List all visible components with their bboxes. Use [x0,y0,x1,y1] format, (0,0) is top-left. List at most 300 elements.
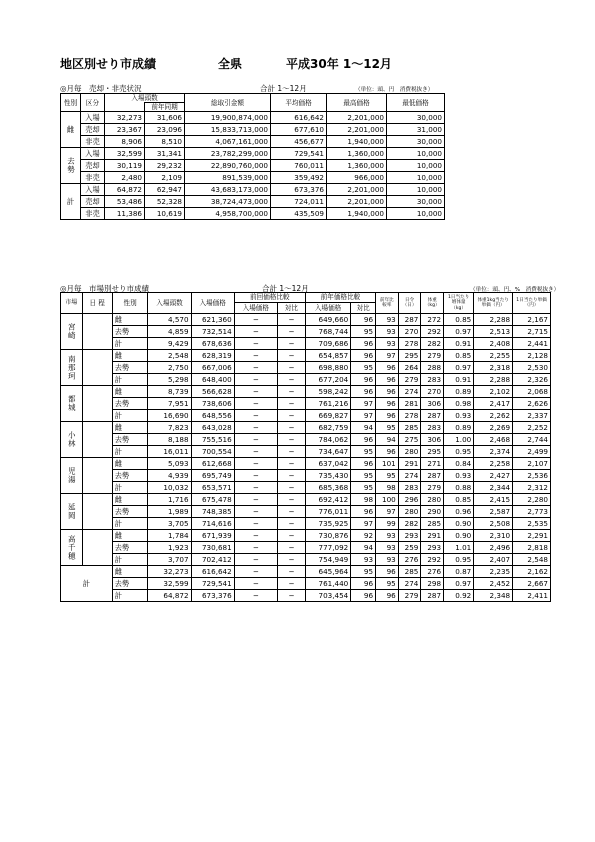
avg-cell: 359,492 [271,172,327,184]
y2-cell: 96 [351,314,376,326]
s-cell: 93 [376,554,399,566]
w-cell: 279 [421,482,444,494]
y1-cell: 703,454 [305,590,350,602]
p1-cell: − [234,374,277,386]
page-title: 地区別せり市成績 [60,57,157,71]
sex-cell: 雌 [112,566,148,578]
date-cell [82,314,112,350]
kg-cell: 2,310 [474,530,513,542]
y1-cell: 698,880 [305,362,350,374]
col-yoy-group: 前年価格比較 [305,293,375,303]
sex-cell: 計 [112,518,148,530]
price-cell: 702,412 [191,554,234,566]
dg-cell: 0.92 [444,590,474,602]
price-cell: 695,749 [191,470,234,482]
y1-cell: 730,876 [305,530,350,542]
kubun-cell: 非売 [81,208,105,220]
p2-cell: − [277,326,305,338]
p2-cell: − [277,374,305,386]
table-row [61,374,551,386]
y1-cell: 776,011 [305,506,350,518]
sex-cell: 雌 [112,350,148,362]
kg-cell: 2,348 [474,590,513,602]
p2-cell: − [277,518,305,530]
sex-cell: 計 [112,338,148,350]
y2-cell: 96 [351,434,376,446]
count-cell: 8,739 [148,386,191,398]
w-cell: 287 [421,410,444,422]
dp-cell: 2,667 [513,578,551,590]
count-cell: 3,707 [148,554,191,566]
dg-cell: 0.97 [444,578,474,590]
avg-cell: 760,011 [271,160,327,172]
kg-cell: 2,407 [474,554,513,566]
kg-cell: 2,417 [474,398,513,410]
age-cell: 270 [398,326,421,338]
p2-cell: − [277,470,305,482]
y1-cell: 734,647 [305,446,350,458]
avg-cell: 616,642 [271,112,327,124]
dg-cell: 0.97 [444,362,474,374]
p2-cell: − [277,314,305,326]
table-row [61,554,551,566]
p1-cell: − [234,578,277,590]
dp-cell: 2,536 [513,470,551,482]
count-cell: 11,386 [105,208,145,220]
count-cell: 1,716 [148,494,191,506]
dp-cell: 2,548 [513,554,551,566]
col-prev-ratio: 対比 [277,303,305,314]
kg-cell: 2,258 [474,458,513,470]
p2-cell: − [277,578,305,590]
total-cell: 4,958,700,000 [185,208,271,220]
count-cell: 8,906 [105,136,145,148]
table-row [61,590,551,602]
y2-cell: 93 [351,554,376,566]
max-cell: 1,940,000 [327,136,387,148]
s-cell: 93 [376,326,399,338]
w-cell: 279 [421,350,444,362]
sex-cell: 雌 [112,530,148,542]
p1-cell: − [234,326,277,338]
age-cell: 285 [398,422,421,434]
total-cell: 23,782,299,000 [185,148,271,160]
min-cell: 10,000 [387,184,445,196]
min-cell: 30,000 [387,196,445,208]
prev-cell: 31,341 [145,148,185,160]
w-cell: 306 [421,434,444,446]
count-cell: 10,032 [148,482,191,494]
sales-status-table [60,93,445,220]
min-cell: 10,000 [387,148,445,160]
dg-cell: 0.90 [444,530,474,542]
p1-cell: − [234,470,277,482]
table-row [61,172,445,184]
s-cell: 100 [376,494,399,506]
price-cell: 648,400 [191,374,234,386]
sex-cell: 雌 [112,314,148,326]
count-cell: 2,750 [148,362,191,374]
count-cell: 23,367 [105,124,145,136]
p1-cell: − [234,494,277,506]
kg-cell: 2,408 [474,338,513,350]
s-cell: 95 [376,578,399,590]
min-cell: 30,000 [387,136,445,148]
date-cell [82,530,112,566]
section2-label: ◎月毎 市場別せり市成績 [60,284,150,293]
dg-cell: 0.87 [444,566,474,578]
y1-cell: 784,062 [305,434,350,446]
table-row [61,112,445,124]
total-cell: 891,539,000 [185,172,271,184]
dp-cell: 2,818 [513,542,551,554]
table-row [61,326,551,338]
max-cell: 2,201,000 [327,196,387,208]
market-name-cell: 都城 [61,386,83,422]
w-cell: 270 [421,386,444,398]
s-cell: 96 [376,398,399,410]
dg-cell: 0.89 [444,422,474,434]
avg-cell: 724,011 [271,196,327,208]
s-cell: 99 [376,518,399,530]
kg-cell: 2,262 [474,410,513,422]
s-cell: 96 [376,410,399,422]
y2-cell: 96 [351,590,376,602]
table-row [61,386,551,398]
table-row [61,446,551,458]
kg-cell: 2,318 [474,362,513,374]
group-sex-cell: 雌 [61,112,81,148]
col-price2: 入場価格 [191,293,234,314]
market-name-cell: 児湯 [61,458,83,494]
dg-cell: 0.89 [444,386,474,398]
y1-cell: 669,827 [305,410,350,422]
y1-cell: 685,368 [305,482,350,494]
age-cell: 280 [398,446,421,458]
price-cell: 648,556 [191,410,234,422]
dp-cell: 2,326 [513,374,551,386]
dg-cell: 0.95 [444,554,474,566]
table-row [61,362,551,374]
count-cell: 64,872 [105,184,145,196]
dp-cell: 2,280 [513,494,551,506]
price-cell: 730,681 [191,542,234,554]
min-cell: 31,000 [387,124,445,136]
s-cell: 93 [376,314,399,326]
col-age: 日令（日） [398,293,421,314]
prev-cell: 29,232 [145,160,185,172]
table-row [61,470,551,482]
dp-cell: 2,499 [513,446,551,458]
prev-cell: 52,328 [145,196,185,208]
max-cell: 966,000 [327,172,387,184]
table-row [61,482,551,494]
kubun-cell: 非売 [81,172,105,184]
sex-cell: 計 [112,554,148,566]
w-cell: 283 [421,422,444,434]
sex-cell: 去勢 [112,434,148,446]
count-cell: 32,599 [148,578,191,590]
p1-cell: − [234,314,277,326]
col-total: 総取引金額 [185,94,271,112]
price-cell: 671,939 [191,530,234,542]
age-cell: 274 [398,386,421,398]
price-cell: 566,628 [191,386,234,398]
p1-cell: − [234,422,277,434]
y2-cell: 92 [351,530,376,542]
age-cell: 274 [398,470,421,482]
count-cell: 2,548 [148,350,191,362]
y1-cell: 677,204 [305,374,350,386]
min-cell: 10,000 [387,160,445,172]
p1-cell: − [234,350,277,362]
age-cell: 279 [398,590,421,602]
dp-cell: 2,530 [513,362,551,374]
y1-cell: 754,949 [305,554,350,566]
p1-cell: − [234,386,277,398]
kubun-cell: 売却 [81,196,105,208]
dg-cell: 0.95 [444,446,474,458]
count-cell: 1,784 [148,530,191,542]
age-cell: 275 [398,434,421,446]
price-cell: 675,478 [191,494,234,506]
dg-cell: 0.93 [444,410,474,422]
table-row [61,434,551,446]
market-name-cell: 南那珂 [61,350,83,386]
y2-cell: 94 [351,422,376,434]
count-cell: 1,989 [148,506,191,518]
table-row [61,506,551,518]
p2-cell: − [277,410,305,422]
kg-cell: 2,468 [474,434,513,446]
y1-cell: 649,660 [305,314,350,326]
s-cell: 101 [376,458,399,470]
section2-unit: （単位：頭、円、% 消費税抜き） [470,287,560,293]
p1-cell: − [234,566,277,578]
s-cell: 93 [376,542,399,554]
price-cell: 643,028 [191,422,234,434]
s-cell: 93 [376,338,399,350]
dg-cell: 1.01 [444,542,474,554]
col-count2: 入場頭数 [148,293,191,314]
table-row [61,494,551,506]
w-cell: 290 [421,506,444,518]
kg-cell: 2,102 [474,386,513,398]
sex-cell: 去勢 [112,578,148,590]
max-cell: 2,201,000 [327,184,387,196]
kg-cell: 2,513 [474,326,513,338]
market-name-cell: 小林 [61,422,83,458]
age-cell: 278 [398,338,421,350]
table-row [61,338,551,350]
kg-cell: 2,288 [474,374,513,386]
col-weight: 体重（kg） [421,293,444,314]
y2-cell: 95 [351,326,376,338]
col-sex2: 性別 [112,293,148,314]
date-cell [82,494,112,530]
sex-cell: 計 [112,590,148,602]
price-cell: 616,642 [191,566,234,578]
sex-cell: 計 [112,374,148,386]
w-cell: 306 [421,398,444,410]
w-cell: 272 [421,314,444,326]
p1-cell: − [234,434,277,446]
max-cell: 2,201,000 [327,124,387,136]
y2-cell: 94 [351,542,376,554]
count-cell: 53,486 [105,196,145,208]
dp-cell: 2,252 [513,422,551,434]
dp-cell: 2,068 [513,386,551,398]
sex-cell: 雌 [112,494,148,506]
count-cell: 32,599 [105,148,145,160]
table-row [61,530,551,542]
count-cell: 7,823 [148,422,191,434]
table-row [61,208,445,220]
age-cell: 287 [398,314,421,326]
dp-cell: 2,441 [513,338,551,350]
w-cell: 292 [421,326,444,338]
dg-cell: 0.91 [444,374,474,386]
col-daily-gain: 1日当たり増体量（kg） [444,293,474,314]
total-cell: 43,683,173,000 [185,184,271,196]
p1-cell: − [234,362,277,374]
count-cell: 3,705 [148,518,191,530]
s-cell: 96 [376,386,399,398]
col-day-price: 1日当たり単価（円） [513,293,551,314]
p2-cell: − [277,398,305,410]
prev-cell: 62,947 [145,184,185,196]
y1-cell: 637,042 [305,458,350,470]
price-cell: 621,360 [191,314,234,326]
y2-cell: 96 [351,338,376,350]
p1-cell: − [234,398,277,410]
w-cell: 287 [421,470,444,482]
p1-cell: − [234,338,277,350]
w-cell: 292 [421,554,444,566]
price-cell: 700,554 [191,446,234,458]
table-row [61,542,551,554]
y2-cell: 96 [351,386,376,398]
age-cell: 264 [398,362,421,374]
y2-cell: 96 [351,350,376,362]
table-row [61,124,445,136]
total-cell: 38,724,473,000 [185,196,271,208]
dp-cell: 2,744 [513,434,551,446]
prev-cell: 8,510 [145,136,185,148]
s-cell: 96 [376,374,399,386]
age-cell: 283 [398,482,421,494]
s-cell: 97 [376,350,399,362]
age-cell: 279 [398,374,421,386]
section2-range: 合計 1〜12月 [262,284,309,293]
p1-cell: − [234,530,277,542]
dg-cell: 0.96 [444,506,474,518]
y2-cell: 95 [351,446,376,458]
col-yoy-ratio: 対比 [351,303,376,314]
max-cell: 1,360,000 [327,160,387,172]
p1-cell: − [234,590,277,602]
dp-cell: 2,773 [513,506,551,518]
count-cell: 2,480 [105,172,145,184]
col-max: 最高価格 [327,94,387,112]
table-row [61,518,551,530]
col-prev-group: 前回価格比較 [234,293,305,303]
y1-cell: 682,759 [305,422,350,434]
price-cell: 755,516 [191,434,234,446]
total-cell: 15,833,713,000 [185,124,271,136]
price-cell: 738,606 [191,398,234,410]
col-market: 市場 [61,293,83,314]
age-cell: 296 [398,494,421,506]
price-cell: 748,385 [191,506,234,518]
y2-cell: 96 [351,506,376,518]
kg-cell: 2,374 [474,446,513,458]
y2-cell: 97 [351,410,376,422]
w-cell: 276 [421,566,444,578]
avg-cell: 677,610 [271,124,327,136]
p2-cell: − [277,542,305,554]
count-cell: 1,923 [148,542,191,554]
count-cell: 9,429 [148,338,191,350]
w-cell: 291 [421,530,444,542]
w-cell: 282 [421,338,444,350]
dp-cell: 2,715 [513,326,551,338]
section1-label: ◎月毎 売却・非売状況 [60,84,142,93]
p2-cell: − [277,434,305,446]
date-cell [82,386,112,422]
y2-cell: 95 [351,566,376,578]
dg-cell: 0.90 [444,518,474,530]
price-cell: 628,319 [191,350,234,362]
s-cell: 96 [376,362,399,374]
total-cell: 22,890,760,000 [185,160,271,172]
kubun-cell: 入場 [81,112,105,124]
price-cell: 667,006 [191,362,234,374]
table-row [61,398,551,410]
s-cell: 95 [376,470,399,482]
kg-cell: 2,255 [474,350,513,362]
y2-cell: 95 [351,470,376,482]
p2-cell: − [277,350,305,362]
y1-cell: 645,964 [305,566,350,578]
dg-cell: 0.84 [444,458,474,470]
p1-cell: − [234,482,277,494]
kg-cell: 2,496 [474,542,513,554]
count-cell: 32,273 [148,566,191,578]
p1-cell: − [234,506,277,518]
p2-cell: − [277,566,305,578]
s-cell: 96 [376,590,399,602]
count-cell: 7,951 [148,398,191,410]
total-cell: 4,067,161,000 [185,136,271,148]
table-row [61,314,551,326]
kg-cell: 2,508 [474,518,513,530]
dp-cell: 2,535 [513,518,551,530]
kubun-cell: 売却 [81,160,105,172]
market-name-cell: 高千穂 [61,530,83,566]
p1-cell: − [234,554,277,566]
age-cell: 295 [398,350,421,362]
y2-cell: 95 [351,362,376,374]
age-cell: 276 [398,554,421,566]
col-kg-price: 体重1kg当たり単価（円） [474,293,513,314]
col-count: 入場頭数 [105,94,185,103]
price-cell: 732,514 [191,326,234,338]
kubun-cell: 売却 [81,124,105,136]
min-cell: 10,000 [387,208,445,220]
p2-cell: − [277,506,305,518]
table-row [61,160,445,172]
